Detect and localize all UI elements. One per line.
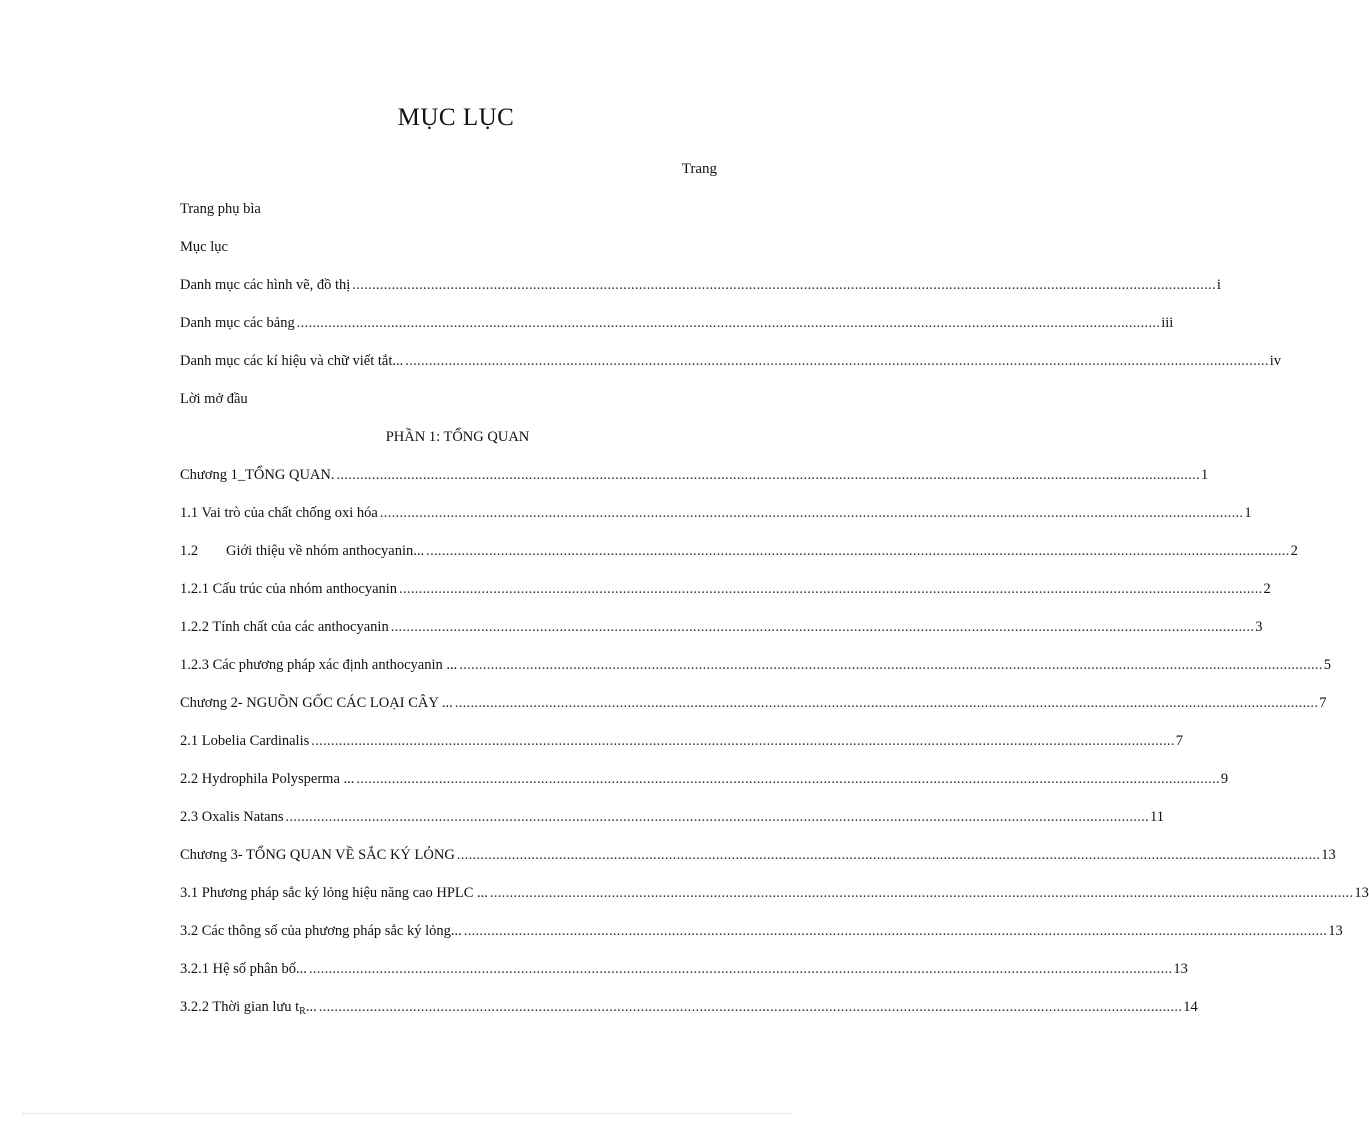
toc-entry-introduction[interactable] [180, 388, 709, 410]
toc-leader-dots: ............................................................................................................................................................................................................................ [311, 733, 1175, 749]
toc-leader-dots: ............................................................................................................................................................................................................................ [405, 353, 1269, 369]
toc-entry-1-2-3[interactable] [180, 654, 1332, 676]
toc-entry-label: Danh mục các kí hiệu và chữ viết tắt... [180, 353, 404, 369]
toc-entry-label: 3.2.1 Hệ số phân bố... [180, 961, 307, 977]
toc-entry-page: 2 [1290, 543, 1298, 559]
toc-leader-dots: ............................................................................................................................................................................................................................ [379, 505, 1244, 521]
toc-entry-page: 3 [1255, 619, 1263, 635]
toc-entry-page: 11 [1150, 809, 1164, 825]
toc-entry-page: 14 [1183, 999, 1198, 1015]
toc-entry-page: 7 [1319, 695, 1327, 711]
page-bottom-divider [22, 1113, 794, 1114]
toc-entry-label: 1.2.1 Cấu trúc của nhóm anthocyanin [180, 581, 398, 597]
toc-entry-label: 2.3 Oxalis Natans [180, 809, 284, 825]
toc-entry-label: Danh mục các hình vẽ, đồ thị [180, 277, 351, 293]
toc-part-heading[interactable] [180, 426, 735, 448]
toc-entry-label: Lời mở đầu [180, 391, 248, 407]
toc-entry-label-text: 3.2.2 Thời gian lưu t [180, 999, 300, 1015]
toc-entry-label: Chương 3- TỔNG QUAN VỀ SẮC KÝ LỎNG [180, 847, 455, 863]
page-column-label: Trang [681, 161, 717, 177]
toc-entry-contents[interactable] [180, 236, 709, 258]
toc-leader-dots: ............................................................................................................................................................................................................................ [454, 695, 1319, 711]
toc-part-heading-label: PHẦN 1: TỔNG QUAN [385, 429, 530, 445]
toc-leader-dots: ............................................................................................................................................................................................................................ [426, 543, 1290, 559]
toc-entry-label: 2.2 Hydrophila Polysperma ... [180, 771, 355, 787]
toc-leader-dots: ............................................................................................................................................................................................................................ [356, 771, 1220, 787]
toc-entry-label: Trang phụ bìa [180, 201, 261, 217]
toc-entry-page: 13 [1173, 961, 1188, 977]
toc-entry-label-suffix: ... [305, 999, 317, 1015]
toc-entry-1-1[interactable] [180, 502, 1252, 524]
toc-entry-list-of-figures[interactable] [180, 274, 1221, 296]
toc-entry-list-of-abbreviations[interactable] [180, 350, 1282, 372]
toc-entry-1-2-2[interactable] [180, 616, 1263, 638]
toc-entry-2-3[interactable] [180, 806, 1164, 828]
toc-entry-1-2-1[interactable] [180, 578, 1271, 600]
toc-leader-dots: ............................................................................................................................................................................................................................ [459, 657, 1323, 673]
toc-leader-dots: ............................................................................................................................................................................................................................ [489, 885, 1354, 901]
toc-entry-label: 3.1 Phương pháp sắc ký lỏng hiệu năng cao HPLC ... [180, 885, 488, 901]
toc-entry-label: Mục lục [180, 239, 228, 255]
toc-leader-dots: ............................................................................................................................................................................................................................ [296, 315, 1161, 331]
toc-entry-page: 13 [1321, 847, 1336, 863]
toc-entry-page: 5 [1323, 657, 1332, 673]
toc-entry-2-2[interactable] [180, 768, 1229, 790]
toc-entry-page: 13 [1328, 923, 1343, 939]
toc-entry-2-1[interactable] [180, 730, 1184, 752]
toc-leader-dots: ............................................................................................................................................................................................................................ [308, 961, 1173, 977]
toc-leader-dots: ............................................................................................................................................................................................................................ [285, 809, 1149, 825]
toc-entry-label: 3.2 Các thông số của phương pháp sắc ký lỏng... [180, 923, 462, 939]
toc-entry-label: 2.1 Lobelia Cardinalis [180, 733, 310, 749]
toc-entry-page: 1 [1244, 505, 1252, 521]
toc-entry-label: 1.1 Vai trò của chất chống oxi hóa [180, 505, 378, 521]
toc-entry-page: iv [1269, 353, 1282, 369]
toc-entry-subscript: R [299, 1006, 306, 1017]
toc-entry-page: iii [1161, 315, 1174, 331]
toc-entry-label: Chương 1_TỔNG QUAN. [180, 467, 335, 483]
toc-entry-page: 7 [1175, 733, 1184, 749]
toc-entry-label: 1.2.3 Các phương pháp xác định anthocyanin ... [180, 657, 458, 673]
toc-leader-dots: ............................................................................................................................................................................................................................ [318, 999, 1183, 1015]
toc-entry-label: Danh mục các bảng [180, 315, 295, 331]
toc-leader-dots: ............................................................................................................................................................................................................................ [352, 277, 1216, 293]
toc-entry-page: 13 [1354, 885, 1369, 901]
toc-entry-page: 9 [1220, 771, 1229, 787]
toc-entry-page: 2 [1263, 581, 1271, 597]
toc-entry-label [180, 996, 317, 1023]
toc-entry-chapter-1[interactable] [180, 464, 1209, 486]
toc-leader-dots: ............................................................................................................................................................................................................................ [456, 847, 1321, 863]
toc-leader-dots: ............................................................................................................................................................................................................................ [463, 923, 1328, 939]
toc-entry-3-1[interactable] [180, 882, 1369, 904]
toc-entry-chapter-2[interactable] [180, 692, 1327, 714]
toc-leader-dots: ............................................................................................................................................................................................................................ [390, 619, 1255, 635]
toc-entry-page: 1 [1200, 467, 1209, 483]
toc-entry-label: Chương 2- NGUỒN GỐC CÁC LOẠI CÂY ... [180, 695, 453, 711]
toc-entry-number: 1.2 [180, 543, 199, 559]
toc-entry-label: 1.2.2 Tính chất của các anthocyanin [180, 619, 389, 635]
toc-entry-3-2[interactable] [180, 920, 1343, 942]
toc-entry-3-2-1[interactable] [180, 958, 1188, 980]
toc-entry-1-2[interactable] [180, 540, 1298, 562]
page-title: MỤC LỤC [397, 104, 515, 131]
toc-entry-page: i [1216, 277, 1221, 293]
toc-leader-dots: ............................................................................................................................................................................................................................ [336, 467, 1200, 483]
toc-entry-label: Giới thiệu về nhóm anthocyanin... [226, 543, 425, 559]
toc-entry-list-of-tables[interactable] [180, 312, 1174, 334]
toc-entry-chapter-3[interactable] [180, 844, 1336, 866]
toc-entry-cover-page[interactable] [180, 198, 709, 220]
toc-entry-3-2-2[interactable] [180, 996, 1198, 1018]
toc-leader-dots: ............................................................................................................................................................................................................................ [399, 581, 1263, 597]
